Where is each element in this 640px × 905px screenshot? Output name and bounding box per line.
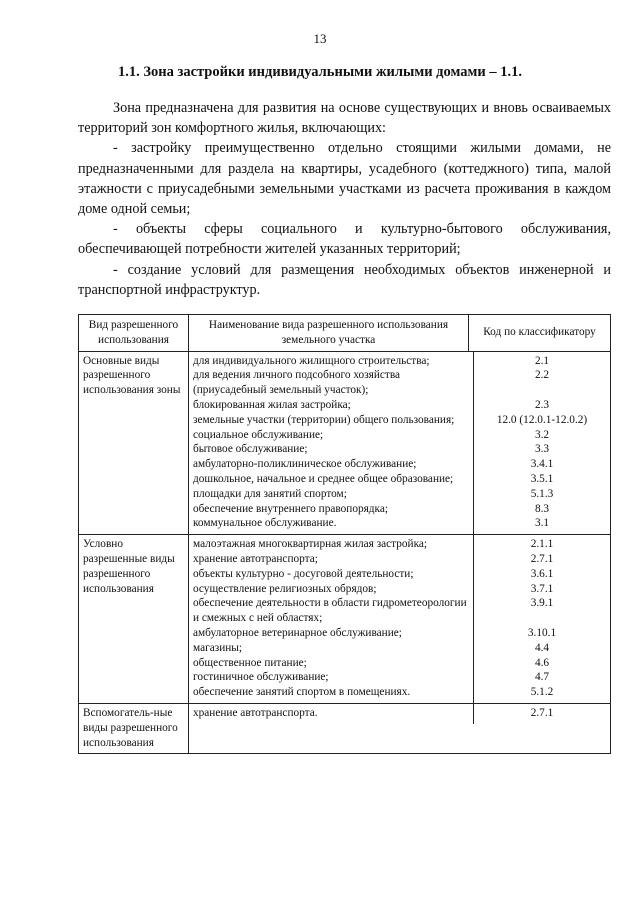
classifier-code: 3.7.1 — [530, 582, 554, 595]
table-row — [79, 703, 611, 753]
list-item — [189, 670, 610, 685]
list-item — [189, 582, 610, 597]
list-item — [189, 368, 610, 398]
use-name: блокированная жилая застройка; — [189, 398, 474, 413]
use-name: дошкольное, начальное и среднее общее образование; — [189, 472, 474, 487]
list-item — [189, 428, 610, 443]
classifier-code: 2.7.1 — [530, 552, 554, 565]
use-name: обеспечение внутреннего правопорядка; — [189, 502, 474, 517]
permitted-use-table — [78, 314, 611, 754]
list-item — [189, 656, 610, 671]
list-item — [189, 472, 610, 487]
list-item — [189, 457, 610, 472]
use-name: обеспечение занятий спортом в помещениях. — [189, 685, 474, 703]
list-item — [189, 641, 610, 656]
list-item — [189, 552, 610, 567]
header-use-name: Наименование вида разрешенного использования земельного участка — [189, 315, 469, 352]
list-item — [189, 516, 610, 534]
intro-paragraph: - создание условий для размещения необходимых объектов инженерной и транспортной инфраструктур. — [78, 261, 611, 298]
classifier-code: 3.2 — [534, 428, 550, 441]
table-row — [79, 351, 611, 535]
use-names-cell — [189, 535, 611, 704]
use-name: амбулаторно-поликлиническое обслуживание; — [189, 457, 474, 472]
header-use-type: Вид разрешенного использования — [79, 315, 189, 352]
use-name: магазины; — [189, 641, 474, 656]
use-type-cell: Вспомогатель-ные виды разрешенного использования — [79, 703, 189, 753]
classifier-code: 4.7 — [534, 671, 550, 684]
classifier-code: 5.1.2 — [530, 686, 554, 699]
intro-paragraph: - застройку преимущественно отдельно стоящими жилыми домами, не предназначенными для раздела на квартиры, усадебного (коттеджного) типа, малой этажности с приусадебными земельными участками из расчета проживания в каждом доме одной семьи; — [78, 140, 611, 218]
use-name: малоэтажная многоквартирная жилая застройка; — [189, 535, 474, 552]
classifier-code: 8.3 — [534, 502, 550, 515]
list-item — [189, 442, 610, 457]
use-name: площадки для занятий спортом; — [189, 487, 474, 502]
list-item — [189, 535, 610, 552]
classifier-code: 3.9.1 — [530, 597, 554, 610]
intro-paragraph: - объекты сферы социального и культурно-бытового обслуживания, обеспечивающей потребности жителей указанных территорий; — [78, 221, 611, 258]
classifier-code: 3.6.1 — [530, 567, 554, 580]
classifier-code: 2.1 — [534, 354, 550, 367]
list-item — [189, 487, 610, 502]
list-item — [189, 685, 610, 703]
use-name: обеспечение деятельности в области гидрометеорологии и смежных с ней областях; — [189, 596, 474, 626]
classifier-code: 2.3 — [534, 398, 550, 411]
classifier-code: 2.1.1 — [530, 538, 554, 551]
use-name: коммунальное обслуживание. — [189, 516, 474, 534]
page-number: 13 — [313, 31, 327, 46]
classifier-code: 3.3 — [534, 443, 550, 456]
use-name: осуществление религиозных обрядов; — [189, 582, 474, 597]
table-header-row — [79, 315, 611, 352]
classifier-code: 2.2 — [534, 369, 550, 382]
table-body — [79, 351, 611, 754]
use-name: земельные участки (территории) общего пользования; — [189, 413, 474, 428]
classifier-code: 3.4.1 — [530, 458, 554, 471]
use-names-cell — [189, 351, 611, 535]
use-name: гостиничное обслуживание; — [189, 670, 474, 685]
use-name: объекты культурно - досуговой деятельности; — [189, 567, 474, 582]
section-heading: 1.1. Зона застройки индивидуальными жилыми домами – 1.1. — [117, 64, 522, 80]
list-item — [189, 626, 610, 641]
list-item — [189, 398, 610, 413]
use-names-cell — [189, 703, 611, 753]
use-name: общественное питание; — [189, 656, 474, 671]
classifier-code: 2.7.1 — [530, 706, 554, 719]
use-name: хранение автотранспорта; — [189, 552, 474, 567]
use-name: бытовое обслуживание; — [189, 442, 474, 457]
classifier-code: 12.0 (12.0.1-12.0.2) — [496, 413, 588, 426]
list-item — [189, 567, 610, 582]
list-item — [189, 413, 610, 428]
header-code: Код по классификатору — [469, 315, 611, 352]
use-name: для индивидуального жилищного строительства; — [189, 352, 474, 369]
classifier-code: 3.1 — [534, 517, 550, 530]
intro-paragraph: Зона предназначена для развития на основе существующих и вновь осваиваемых территорий зон комфортного жилья, включающих: — [78, 100, 611, 137]
table-row — [79, 535, 611, 704]
use-type-cell: Условно разрешенные виды разрешенного использования — [79, 535, 189, 704]
list-item — [189, 352, 610, 369]
use-name: амбулаторное ветеринарное обслуживание; — [189, 626, 474, 641]
classifier-code: 3.10.1 — [527, 626, 557, 639]
classifier-code: 4.6 — [534, 656, 550, 669]
use-name: для ведения личного подсобного хозяйства (приусадебный земельный участок); — [189, 368, 474, 398]
use-type-cell: Основные виды разрешенного использования зоны — [79, 351, 189, 535]
list-item — [189, 596, 610, 626]
classifier-code: 3.5.1 — [530, 472, 554, 485]
use-name: хранение автотранспорта. — [189, 704, 474, 724]
intro-text — [78, 98, 611, 300]
classifier-code: 5.1.3 — [530, 487, 554, 500]
list-item — [189, 704, 610, 724]
use-name: социальное обслуживание; — [189, 428, 474, 443]
classifier-code: 4.4 — [534, 641, 550, 654]
list-item — [189, 502, 610, 517]
